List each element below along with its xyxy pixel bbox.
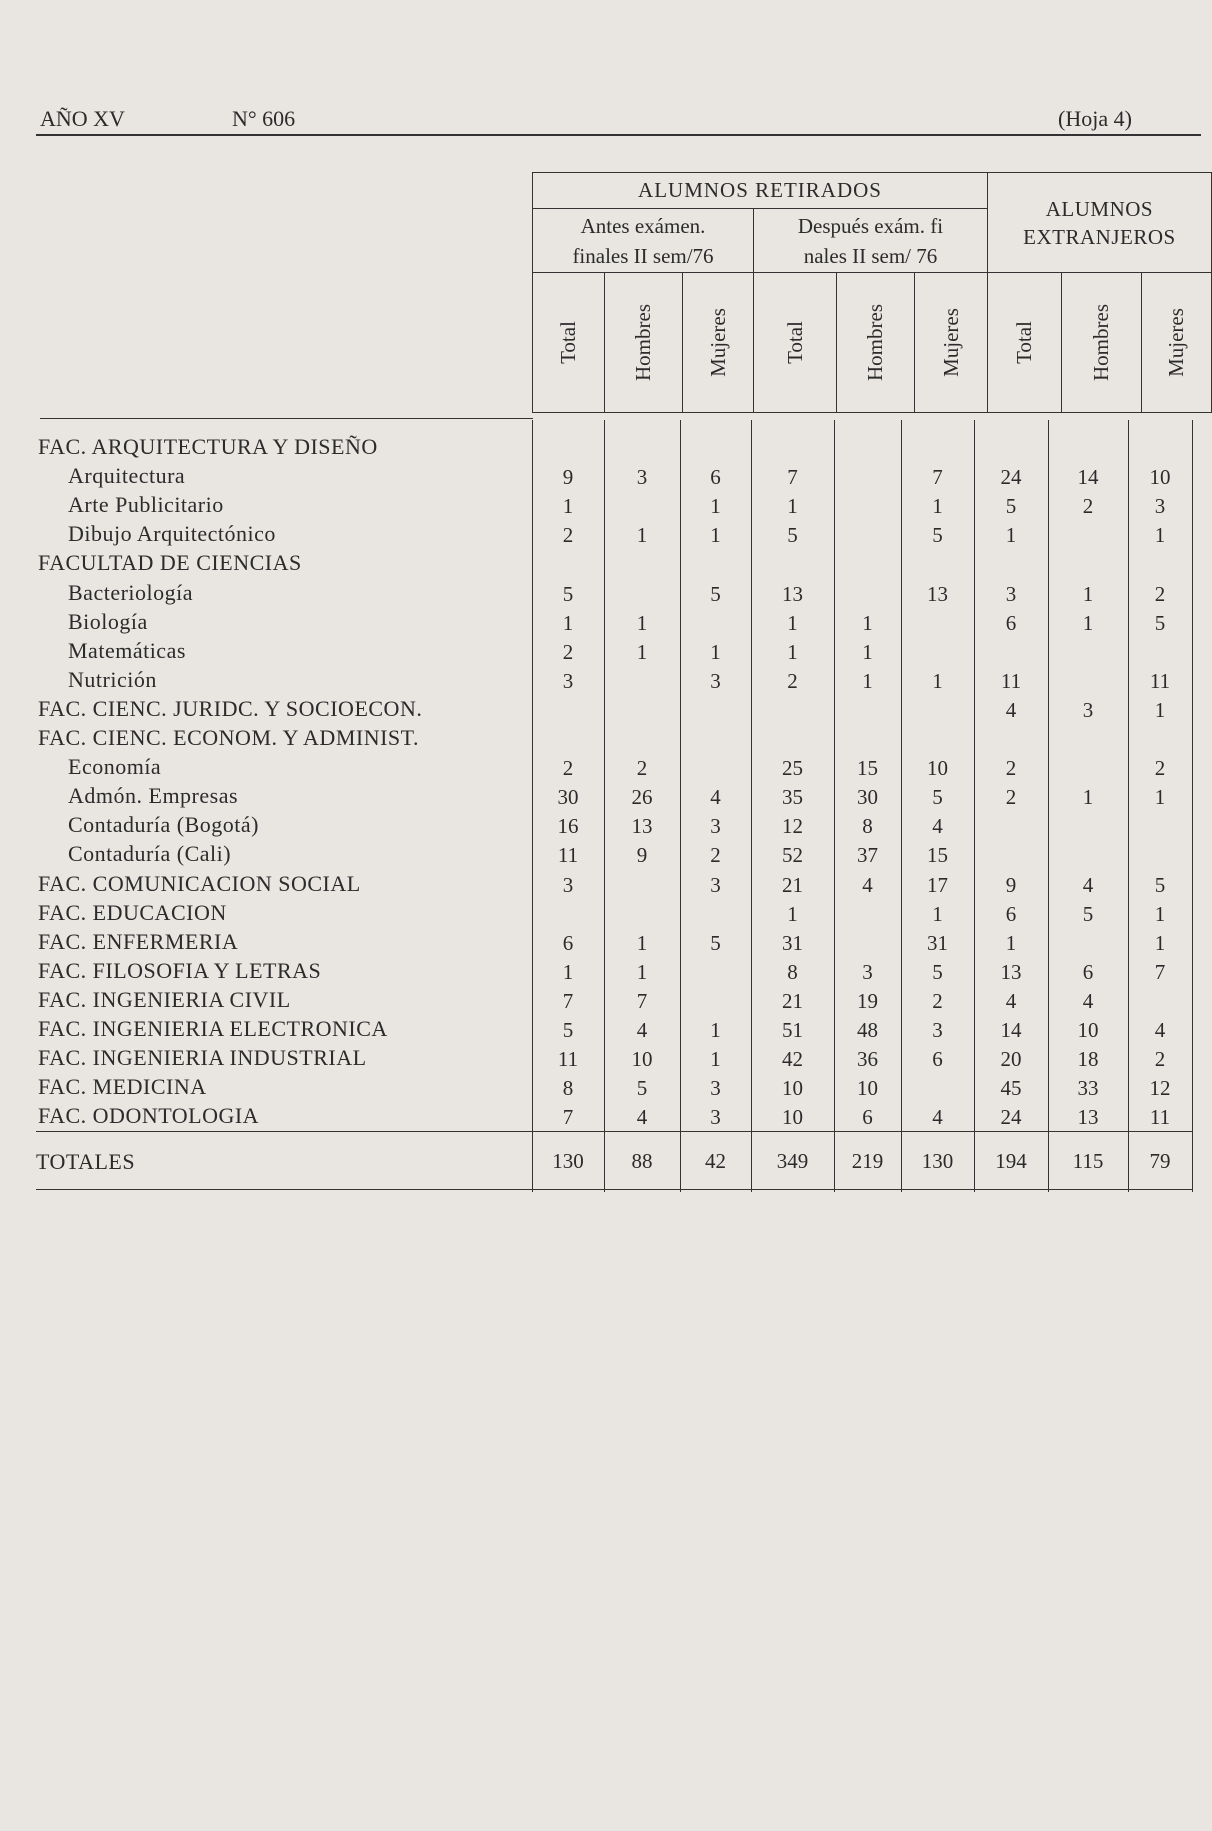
table-cell: 7 [562, 1105, 574, 1130]
header-number: N° 606 [232, 106, 296, 131]
table-cell: 1 [636, 523, 648, 548]
table-cell: 2 [562, 756, 574, 781]
table-cell: 3 [562, 668, 574, 693]
table-cell: 1 [1082, 610, 1094, 635]
totals-label: TOTALES [36, 1149, 136, 1174]
table-cell: 7 [636, 988, 648, 1013]
table-cell: 1 [636, 959, 648, 984]
table-cell: 1 [562, 494, 574, 519]
table-cell: 15 [857, 756, 878, 781]
header-bottom-rule [40, 418, 533, 419]
totals-bottom-rule [36, 1189, 1193, 1190]
row-label: Contaduría (Bogotá) [68, 812, 259, 838]
table-cell: 1 [787, 610, 798, 635]
totals-cell: 79 [1149, 1149, 1171, 1173]
table-cell: 5 [636, 1076, 648, 1101]
header-year: AÑO XV [40, 106, 125, 131]
group-header-retirados: ALUMNOS RETIRADOS [533, 173, 988, 209]
subcol-header: Mujeres [683, 273, 754, 413]
table-cell: 5 [1005, 494, 1017, 519]
table-cell: 1 [1082, 785, 1094, 810]
subcol-header: Hombres [605, 273, 683, 413]
table-cell: 1 [932, 901, 943, 926]
table-cell: 18 [1077, 1047, 1099, 1072]
table-cell: 19 [857, 988, 878, 1013]
table-cell: 25 [782, 756, 803, 781]
table-cell: 3 [1082, 697, 1094, 722]
table-cell: 4 [1082, 872, 1094, 897]
table-cell: 21 [782, 988, 803, 1013]
table-cell: 3 [862, 959, 873, 984]
column-rule [1192, 420, 1193, 1192]
table-cell: 14 [1077, 465, 1099, 490]
table-cell: 1 [1154, 523, 1166, 548]
row-label: Bacteriología [68, 579, 194, 605]
table-cell: 4 [932, 814, 943, 839]
subheader-antes [533, 209, 754, 273]
table-cell: 2 [932, 988, 943, 1013]
table-cell: 6 [562, 930, 574, 955]
row-label: FACULTAD DE CIENCIAS [38, 550, 302, 576]
table-cell: 3 [710, 1076, 721, 1101]
table-cell: 10 [631, 1047, 653, 1072]
table-cell: 33 [1077, 1076, 1099, 1101]
table-cell: 4 [1005, 988, 1017, 1013]
table-cell: 2 [1082, 494, 1094, 519]
table-cell: 1 [710, 1018, 721, 1042]
row-label: FAC. COMUNICACION SOCIAL [38, 870, 361, 896]
table-cell: 6 [862, 1105, 873, 1130]
table-cell: 11 [1149, 1105, 1171, 1130]
table-cell: 13 [631, 814, 653, 839]
table-cell: 5 [932, 959, 943, 984]
table-cell: 31 [927, 930, 948, 955]
totals-top-rule [36, 1131, 1193, 1132]
row-label: Matemáticas [68, 637, 186, 663]
table-cell: 1 [862, 668, 873, 693]
row-label: Admón. Empresas [68, 783, 239, 809]
totals-cell: 88 [631, 1149, 653, 1173]
row-label: FAC. INGENIERIA CIVIL [38, 986, 291, 1012]
table-cell: 8 [562, 1076, 574, 1101]
table-cell: 10 [927, 756, 948, 781]
table-cell: 20 [1000, 1047, 1022, 1072]
table-cell: 1 [932, 668, 943, 693]
subcol-header: Total [988, 273, 1062, 413]
header-sheet: (Hoja 4) [1058, 106, 1132, 131]
table-cell: 3 [710, 1105, 721, 1130]
table-cell: 3 [932, 1018, 943, 1042]
table-cell: 5 [932, 785, 943, 810]
group-header-extranjeros [988, 173, 1212, 273]
table-cell: 3 [562, 872, 574, 897]
totals-cell: 115 [1072, 1149, 1104, 1173]
header-rule [36, 134, 1201, 136]
table-cell: 35 [782, 785, 803, 810]
table-cell: 7 [1154, 959, 1166, 984]
table-cell: 51 [782, 1018, 803, 1042]
subcol-header: Hombres [837, 273, 915, 413]
table-cell: 31 [782, 930, 803, 955]
table-cell: 30 [557, 785, 579, 810]
subcol-header: Mujeres [1142, 273, 1212, 413]
table-cell: 3 [710, 814, 721, 839]
row-label: Contaduría (Cali) [68, 841, 232, 867]
row-label: FAC. ARQUITECTURA Y DISEÑO [38, 434, 378, 459]
table-cell: 2 [1154, 756, 1166, 781]
table-cell: 2 [710, 843, 721, 868]
row-label: FAC. CIENC. ECONOM. Y ADMINIST. [38, 725, 419, 750]
table-cell: 2 [787, 668, 798, 693]
table-cell: 10 [782, 1105, 803, 1130]
table-cell: 21 [782, 872, 803, 897]
row-label: Arquitectura [68, 463, 186, 489]
table-cell: 1 [636, 610, 648, 635]
table-cell: 2 [636, 756, 648, 781]
subcol-header: Total [533, 273, 605, 413]
row-label: FAC. ODONTOLOGIA [38, 1103, 260, 1129]
table-cell: 1 [1005, 930, 1017, 955]
row-label: FAC. ENFERMERIA [38, 928, 239, 954]
table-cell: 11 [557, 1047, 579, 1072]
table-cell: 3 [1154, 494, 1166, 519]
table-cell: 1 [787, 639, 798, 664]
table-cell: 13 [782, 581, 803, 606]
despues-line-2: nales II sem/ 76 [803, 243, 938, 268]
table-cell: 1 [862, 639, 873, 664]
totals-cell: 130 [552, 1149, 584, 1173]
despues-line-1: Después exám. fi [797, 213, 944, 238]
table-cell: 1 [1154, 697, 1166, 722]
table-cell: 1 [1154, 785, 1166, 810]
totals-cell: 219 [851, 1149, 884, 1173]
table-cell: 3 [636, 465, 648, 490]
table-cell: 1 [1154, 930, 1166, 955]
table-cell: 24 [1000, 1105, 1022, 1130]
table-cell: 42 [782, 1047, 803, 1072]
table-cell: 7 [787, 465, 798, 490]
table-cell: 5 [1154, 872, 1166, 897]
table-cell: 5 [562, 581, 574, 606]
table-cell: 1 [1005, 523, 1017, 548]
table-cell: 13 [1077, 1105, 1099, 1130]
row-label: FAC. INGENIERIA INDUSTRIAL [38, 1045, 367, 1071]
table-cell: 36 [857, 1047, 878, 1072]
table-cell: 10 [782, 1076, 803, 1101]
table-cell: 4 [636, 1105, 648, 1130]
table-cell: 2 [562, 639, 574, 664]
table-cell: 1 [562, 610, 574, 635]
table-cell: 4 [1082, 988, 1094, 1013]
table-cell: 13 [927, 581, 948, 606]
table-cell: 10 [1077, 1018, 1099, 1042]
table-cell: 9 [1005, 872, 1017, 897]
table-cell: 4 [862, 872, 873, 897]
table-cell: 4 [932, 1105, 943, 1130]
row-label: FAC. INGENIERIA ELECTRONICA [38, 1016, 388, 1041]
row-label: Nutrición [68, 666, 157, 692]
table-cell: 7 [562, 988, 574, 1013]
subcol-header: Mujeres [915, 273, 988, 413]
table-cell: 3 [1005, 581, 1017, 606]
table-cell: 4 [636, 1018, 648, 1042]
totals-cell: 194 [995, 1149, 1027, 1173]
table-cell: 6 [932, 1047, 943, 1072]
table-cell: 6 [1005, 610, 1017, 635]
table-cell: 12 [1149, 1076, 1171, 1101]
table-cell: 6 [710, 465, 721, 490]
subcol-header: Hombres [1062, 273, 1142, 413]
table-cell: 2 [1005, 756, 1017, 781]
table-cell: 5 [562, 1018, 574, 1042]
table-cell: 30 [857, 785, 878, 810]
row-label: FAC. FILOSOFIA Y LETRAS [38, 957, 322, 983]
header-table [532, 172, 1212, 413]
table-cell: 24 [1000, 465, 1022, 490]
table-cell: 3 [710, 668, 721, 693]
table-cell: 1 [787, 494, 798, 519]
table-cell: 6 [1005, 901, 1017, 926]
row-label: Arte Publicitario [68, 492, 224, 518]
table-cell: 5 [710, 581, 721, 606]
table-cell: 1 [710, 494, 721, 519]
table-cell: 12 [782, 814, 803, 839]
table-cell: 2 [562, 523, 574, 548]
table-cell: 7 [932, 465, 943, 490]
table-cell: 4 [1154, 1018, 1166, 1042]
table-cell: 3 [710, 872, 721, 897]
table-cell: 9 [562, 465, 574, 490]
table-cell: 1 [862, 610, 873, 635]
antes-line-1: Antes exámen. [580, 213, 706, 238]
row-label: Biología [68, 608, 148, 634]
table-cell: 8 [787, 959, 798, 984]
table-cell: 1 [1154, 901, 1166, 926]
table-cell: 13 [1000, 959, 1022, 984]
table-cell: 6 [1082, 959, 1094, 984]
table-cell: 4 [1005, 697, 1017, 722]
table-cell: 8 [862, 814, 873, 839]
table-cell: 1 [787, 901, 798, 926]
table-cell: 11 [1000, 668, 1022, 693]
antes-line-2: finales II sem/76 [572, 243, 714, 268]
table-cell: 15 [927, 843, 948, 868]
table-cell: 1 [710, 523, 721, 548]
totals-cell: 42 [705, 1149, 726, 1173]
table-cell: 9 [636, 843, 648, 868]
totals-cell: 349 [776, 1149, 809, 1173]
row-label: Economía [68, 754, 162, 780]
table-cell: 2 [1154, 581, 1166, 606]
table-cell: 5 [1154, 610, 1166, 635]
table-cell: 37 [857, 843, 878, 868]
extranjeros-line-1: ALUMNOS [1045, 196, 1154, 221]
row-label: Dibujo Arquitectónico [68, 521, 276, 547]
totals-cell: 130 [921, 1149, 954, 1173]
table-cell: 52 [782, 843, 803, 868]
table-cell: 10 [857, 1076, 878, 1101]
table-cell: 11 [1149, 668, 1171, 693]
table-cell: 1 [562, 959, 574, 984]
table-cell: 2 [1005, 785, 1017, 810]
table-cell: 1 [636, 930, 648, 955]
table-cell: 2 [1154, 1047, 1166, 1072]
table-cell: 45 [1000, 1076, 1022, 1101]
table-cell: 5 [710, 930, 721, 955]
table-cell: 16 [557, 814, 579, 839]
table-cell: 1 [932, 494, 943, 519]
table-cell: 1 [710, 639, 721, 664]
table-cell: 11 [557, 843, 579, 868]
table-cell: 4 [710, 785, 721, 810]
table-cell: 5 [787, 523, 798, 548]
table-cell: 10 [1149, 465, 1171, 490]
table-cell: 5 [932, 523, 943, 548]
subheader-despues [754, 209, 988, 273]
row-label: FAC. EDUCACION [38, 899, 227, 925]
table-cell: 5 [1082, 901, 1094, 926]
table-cell: 1 [1082, 581, 1094, 606]
table-cell: 14 [1000, 1018, 1022, 1042]
table-cell: 17 [927, 872, 948, 897]
table-cell: 1 [710, 1047, 721, 1072]
extranjeros-line-2: EXTRANJEROS [1023, 224, 1176, 249]
row-label: FAC. CIENC. JURIDC. Y SOCIOECON. [38, 695, 423, 721]
table-cell: 48 [857, 1018, 878, 1042]
table-cell: 1 [636, 639, 648, 664]
table-cell: 26 [631, 785, 653, 810]
subcol-header: Total [754, 273, 837, 413]
row-label: FAC. MEDICINA [38, 1074, 207, 1100]
